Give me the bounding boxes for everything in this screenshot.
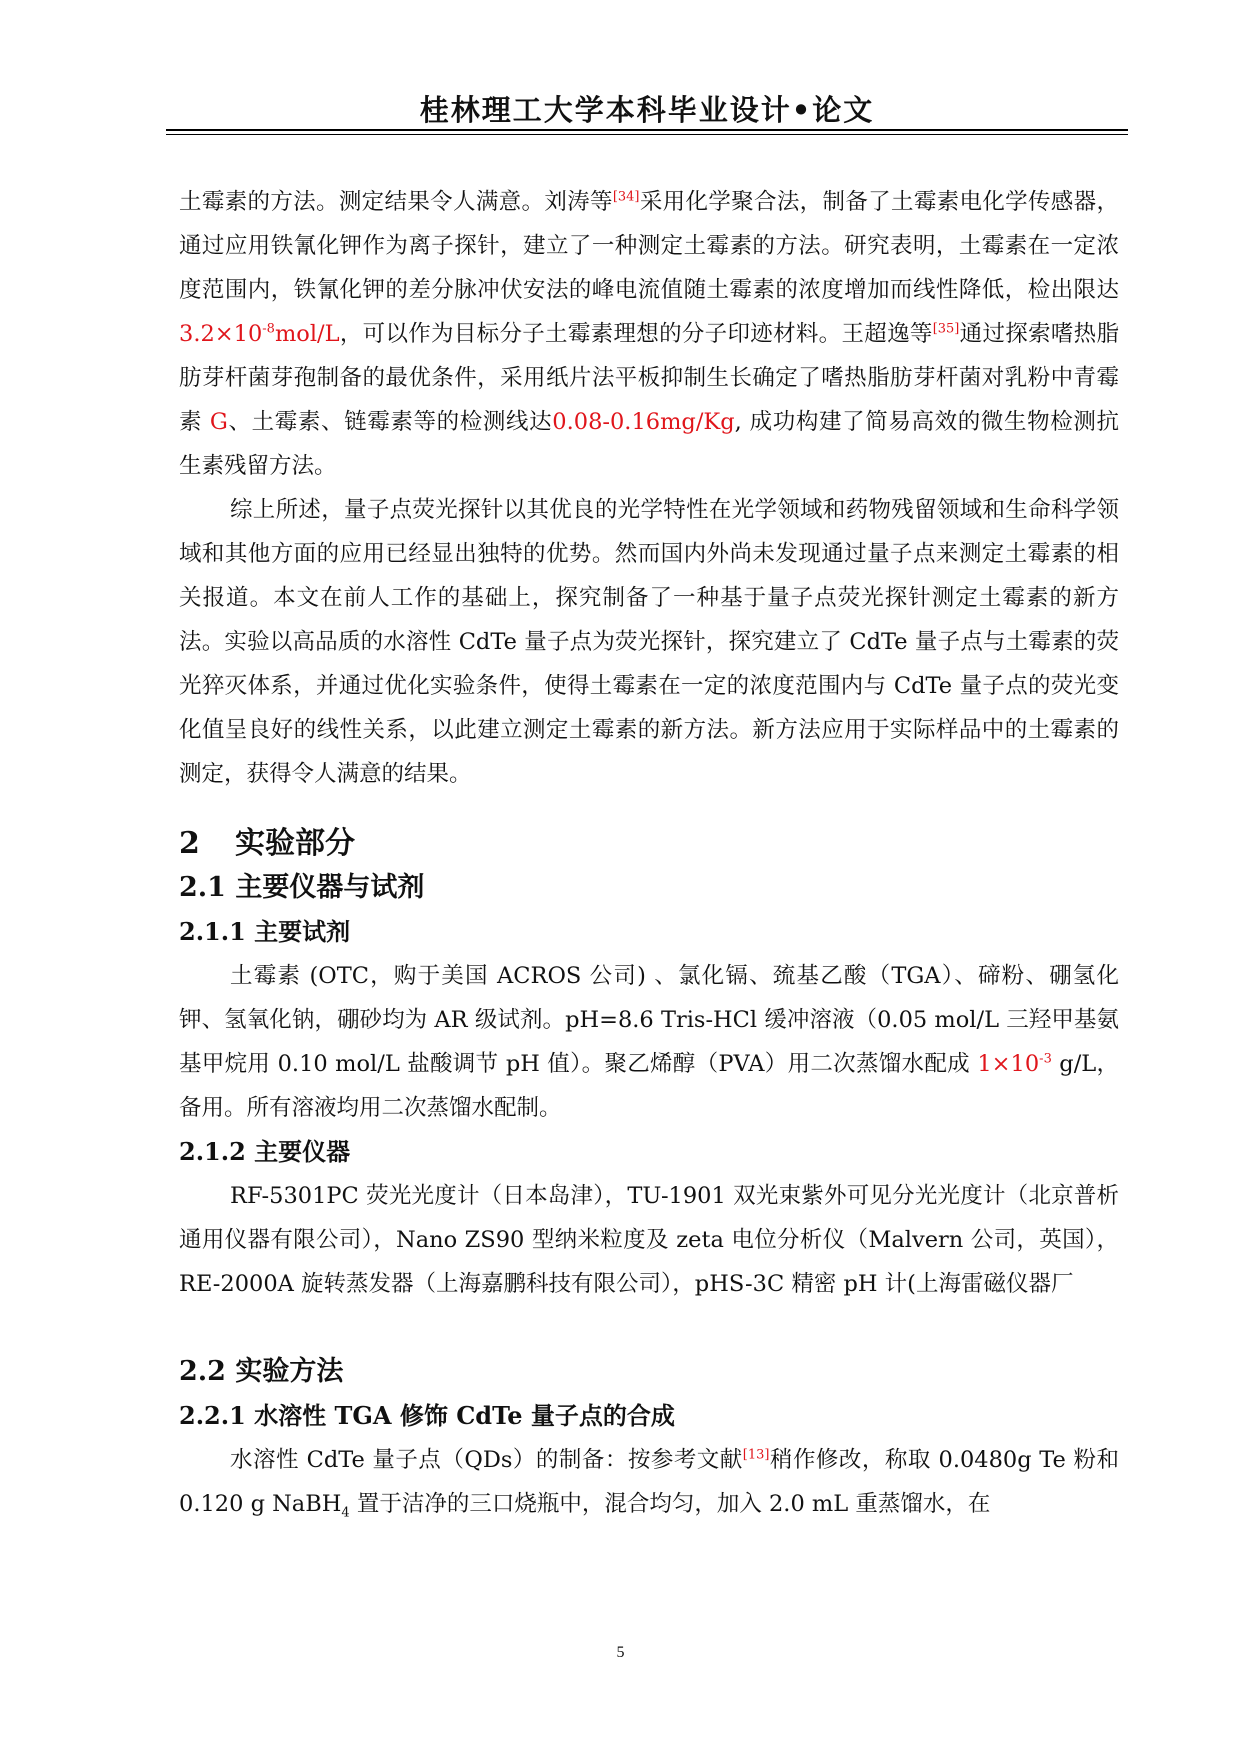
paragraph-reagents xyxy=(179,954,1119,1130)
section-heading-2-2-1: 2.2.1 水溶性 TGA 修饰 CdTe 量子点的合成 xyxy=(179,1401,675,1430)
paragraph-literature-review xyxy=(179,180,1119,488)
section-heading-2-2: 2.2 实验方法 xyxy=(179,1356,344,1387)
paragraph-synthesis xyxy=(179,1438,1119,1526)
value-exponent: -8 xyxy=(262,321,275,337)
citation-ref: [35] xyxy=(932,321,960,337)
page-number: 5 xyxy=(616,1644,625,1661)
text-span: 土霉素 (OTC，购于美国 ACROS 公司) 、氯化镉、巯基乙酸（TGA）、碲粉、硼氢化钾、氢氧化钠，硼砂均为 AR 级试剂。pH=8.6 Tris-HCl 缓冲溶液（0.05 mol/L 三羟甲基氨基甲烷用 0.10 mol/L 盐酸调节 pH 值）。聚乙烯醇（PVA）用二次蒸馏水配成 xyxy=(179,963,1119,1077)
subscript: 4 xyxy=(341,1505,350,1521)
paragraph-instruments: RF-5301PC 荧光光度计（日本岛津），TU-1901 双光束紫外可见分光光度计（北京普析通用仪器有限公司），Nano ZS90 型纳米粒度及 zeta 电位分析仪（Malvern 公司，英国），RE-2000A 旋转蒸发器（上海嘉鹏科技有限公司），pHS-3C 精密 pH 计(上海雷磁仪器厂 xyxy=(179,1183,1119,1297)
text-span: 土霉素的方法。测定结果令人满意。刘涛等 xyxy=(179,189,613,215)
text-span: , 成功构建了简易高效的微生物检测抗生素残留方法。 xyxy=(179,409,1119,479)
citation-ref: [13] xyxy=(742,1447,770,1463)
document-body xyxy=(179,180,1119,1526)
text-span: 置于洁净的三口烧瓶中，混合均匀，加入 2.0 mL 重蒸馏水，在 xyxy=(349,1491,991,1517)
value-exponent: -3 xyxy=(1039,1051,1052,1067)
value-unit: mol/L xyxy=(274,321,340,347)
text-span: g/L，备用。所有溶液均用二次蒸馏水配制。 xyxy=(179,1051,1120,1121)
header-rule-thick xyxy=(166,129,1128,131)
text-span: 水溶性 CdTe 量子点（QDs）的制备：按参考文献 xyxy=(230,1447,743,1473)
text-span: 采用化学聚合法，制备了土霉素电化学传感器，通过应用铁氰化钾作为离子探针，建立了一种测定土霉素的方法。研究表明，土霉素在一定浓度范围内，铁氰化钾的差分脉冲伏安法的峰电流值随土霉素的浓度增加而线性降低，检出限达 xyxy=(179,189,1119,303)
value-base: 1×10 xyxy=(977,1051,1040,1077)
citation-ref: [34] xyxy=(612,189,640,205)
section-number: 2 xyxy=(179,826,200,861)
section-heading-2-1-2: 2.1.2 主要仪器 xyxy=(179,1137,351,1166)
value-base: 3.2×10 xyxy=(179,321,263,347)
highlight-g: G xyxy=(209,409,228,435)
section-title: 实验部分 xyxy=(235,826,355,861)
text-span: ，可以作为目标分子土霉素理想的分子印迹材料。王超逸等 xyxy=(339,321,933,347)
section-heading-2-1: 2.1 主要仪器与试剂 xyxy=(179,872,425,903)
section-heading-2 xyxy=(179,822,1119,866)
text-span: 稍作修改，称取 0.0480g Te 粉和 0.120 g NaBH xyxy=(179,1447,1119,1517)
page-header-title: 桂林理工大学本科毕业设计•论文 xyxy=(419,93,875,127)
header-rule-thin xyxy=(166,134,1128,135)
section-heading-2-1-1: 2.1.1 主要试剂 xyxy=(179,917,351,946)
text-span: 通过探索嗜热脂肪芽杆菌芽孢制备的最优条件，采用纸片法平板抑制生长确定了嗜热脂肪芽杆菌对乳粉中青霉素 xyxy=(179,321,1119,435)
text-span: 、土霉素、链霉素等的检测线达 xyxy=(227,409,553,435)
detection-range-value: 0.08-0.16mg/Kg xyxy=(552,409,735,435)
detection-limit-value xyxy=(179,321,340,347)
paragraph-summary: 综上所述，量子点荧光探针以其优良的光学特性在光学领域和药物残留领域和生命科学领域和其他方面的应用已经显出独特的优势。然而国内外尚未发现通过量子点来测定土霉素的相关报道。本文在前人工作的基础上，探究制备了一种基于量子点荧光探针测定土霉素的新方法。实验以高品质的水溶性 CdTe 量子点为荧光探针，探究建立了 CdTe 量子点与土霉素的荧光猝灭体系，并通过优化实验条件，使得土霉素在一定的浓度范围内与 CdTe 量子点的荧光变化值呈良好的线性关系，以此建立测定土霉素的新方法。新方法应用于实际样品中的土霉素的测定，获得令人满意的结果。 xyxy=(179,497,1119,787)
concentration-value xyxy=(977,1051,1051,1077)
